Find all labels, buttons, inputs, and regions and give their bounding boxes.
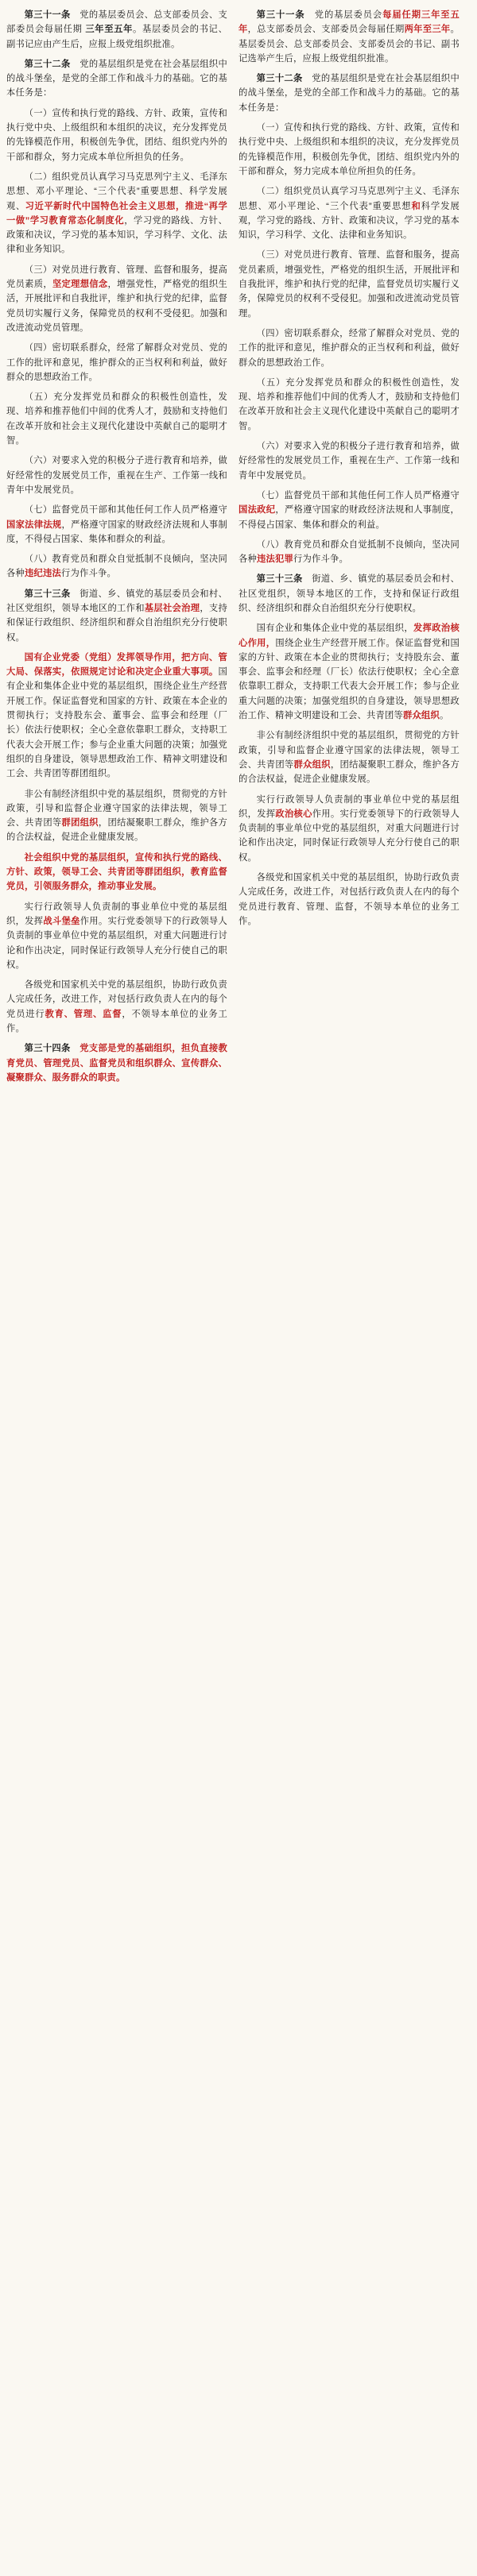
revision-text: 教育、管理、监督 (45, 1009, 122, 1019)
paragraph (238, 871, 460, 929)
body-text: 科学发展观，学习党的路线、方针、政策和决议，学习党的基本知识，学习科学、文化、法律和业务知识。 (238, 201, 460, 241)
article-heading: 第三十三条 (256, 574, 303, 585)
body-text: （三）对党员进行教育、管理、监督和服务，提高党员素质，增强党性，严格党的组织生活，开展批评和自我批评，维护和执行党的纪律，监督党员切实履行义务，保障党员的权利不受侵犯。加强和改进流动党员管理。 (238, 250, 460, 319)
body-text: 非公有制经济组织中党的基层组织，贯彻党的方针政策，引导和监督企业遵守国家的法律法规，领导工会、共青团等 (6, 789, 227, 828)
revision-text: 违纪违法 (25, 569, 61, 579)
body-text: （三）对党员进行教育、管理、监督和服务，提高党员素质， (6, 265, 227, 290)
paragraph (6, 978, 227, 1036)
paragraph (238, 326, 460, 370)
revision-text: 国家法律法规 (6, 519, 62, 530)
paragraph (6, 1041, 227, 1085)
body-text: 行为作斗争。 (61, 569, 116, 579)
body-text: （一）宣传和执行党的路线、方针、政策，宣传和执行党中央、上级组织和本组织的决议，充分发挥党员的先锋模范作用，积极创先争优，团结、组织党内外的干部和群众，努力完成本单位所担负的任务。 (238, 123, 460, 176)
body-text: （六）对要求入党的积极分子进行教育和培养，做好经常性的发展党员工作，重视在生产、工作第一线和青年中发展党员。 (6, 456, 227, 495)
body-text: 党的基层组织是党在社会基层组织中的战斗堡垒，是党的全部工作和战斗力的基础。它的基本任务是： (238, 74, 460, 113)
paragraph (6, 587, 227, 645)
paragraph (238, 71, 460, 115)
body-text: ，支持和保证行政组织、经济组织和群众自治组织充分行使职权。 (6, 603, 227, 643)
revision-text: 每届任期三年至五年 (238, 10, 460, 35)
body-text: ，不领导本单位的业务工作。 (6, 1009, 227, 1033)
right-column (238, 8, 460, 2560)
body-text: 实行行政领导人负责制的事业单位中党的基层组织，发挥 (238, 794, 460, 819)
paragraph (238, 439, 460, 483)
paragraph (238, 184, 460, 242)
body-text: （八）教育党员和群众自觉抵制不良倾向，坚决同各种 (238, 539, 460, 565)
revision-text: 违法犯罪 (257, 554, 293, 565)
paragraph (238, 8, 460, 66)
body-text: （六）对要求入党的积极分子进行教育和培养，做好经常性的发展党员工作，重视在生产、工作第一线和青年中发展党员。 (238, 442, 460, 481)
body-text: 。 (439, 711, 449, 721)
body-text: 作用。实行党委领导下的行政领导人负责制的事业单位中党的基层组织，对重大问题进行讨论和作出决定，同时保证行政领导人充分行使自己的职权。 (6, 916, 228, 970)
body-text: 非公有制经济组织中党的基层组织，贯彻党的方针政策，引导和监督企业遵守国家的法律法规，领导工会、共青团等 (238, 731, 460, 770)
body-text: 各级党和国家机关中党的基层组织，协助行政负责人完成任务，改进工作，对包括行政负责人在内的每个党员进行 (6, 980, 227, 1019)
body-text: 行为作斗争。 (293, 554, 348, 565)
revision-text: 坚定理想信念 (52, 280, 108, 290)
paragraph (6, 106, 227, 164)
paragraph (6, 503, 227, 546)
body-text: 街道、乡、镇党的基层委员会和村、社区党组织，领导本地区的工作和 (6, 589, 227, 613)
body-text: ，团结凝聚职工群众，维护各方的合法权益，促进企业健康发展。 (6, 818, 228, 843)
body-text: 。基层委员会的书记、副书记应由产生后，应报上级党组织批准。 (6, 25, 227, 49)
body-text: ，严格遵守国家的财政经济法规和人事制度，不得侵占国家、集体和群众的利益。 (6, 519, 228, 544)
revision-text: 政治核心 (275, 809, 312, 819)
revision-text: 国有企业党委（党组）发挥领导作用，把方向、管大局、保落实，依照规定讨论和决定企业重大事项。 (6, 652, 227, 678)
paragraph (238, 376, 460, 434)
paragraph (6, 8, 227, 52)
revision-text: 国法政纪 (238, 505, 276, 516)
body-text: 党的基层委员会、总支部委员会、支部委员会每届任期 (6, 10, 227, 35)
body-text: 围绕企业生产经营开展工作。保证监督党和国家的方针、政策在本企业的贯彻执行；支持股东会、董事会、监事会和经理（厂长）依法行使职权；全心全意依靠职工群众，支持职工代表大会开展工作；参与企业重大问题的决策；加强党组织的自身建设，领导思想政治工作、精神文明建设和工会、共青团等 (238, 638, 460, 721)
paragraph (6, 263, 227, 335)
body-text: （五）充分发挥党员和群众的积极性创造性，发现、培养和推荐他们中间的优秀人才，鼓励和支持他们在改革开放和社会主义现代化建设中英献自己的聪明才智。 (6, 392, 227, 446)
revision-text: 党支部是党的基础组织，担负直接教育党员、管理党员、监督党员和组织群众、宣传群众、凝聚群众、服务群众的职责。 (6, 1044, 227, 1083)
emphasis-text: 三年至五年 (85, 25, 134, 35)
body-text: （五）充分发挥党员和群众的积极性创造性，发现、培养和推荐他们中间的优秀人才，鼓励和支持他们在改革开放和社会主义现代化建设中英献自己的聪明才智。 (238, 377, 460, 431)
article-heading: 第三十四条 (24, 1044, 71, 1054)
article-heading: 第三十三条 (24, 589, 71, 599)
paragraph (6, 454, 227, 497)
left-column (6, 8, 227, 2560)
paragraph (6, 57, 227, 101)
paragraph (6, 552, 227, 581)
article-heading: 第三十二条 (256, 74, 303, 84)
paragraph (6, 390, 227, 448)
body-text: （一）宣传和执行党的路线、方针、政策，宣传和执行党中央、上级组织和本组织的决议，充分发挥党员的先锋模范作用，积极创先争优，团结、组织党内外的干部和群众，努力完成本单位所担负的任务。 (6, 108, 227, 162)
paragraph (6, 341, 227, 384)
revision-text: 战斗堡垒 (43, 916, 80, 926)
revision-text: 两年至三年 (404, 25, 451, 35)
body-text: 街道、乡、镇党的基层委员会和村、社区党组织，领导本地区的工作，支持和保证行政组织、经济组织和群众自治组织充分行使职权。 (238, 574, 460, 613)
paragraph (6, 651, 227, 782)
body-text: （七）监督党员干部和其他任何工作人员严格遵守 (256, 490, 460, 500)
revision-text: 习近平新时代中国特色社会主义思想，推进“再学一做”学习教育常态化制度化 (6, 201, 227, 226)
body-text: ，严格遵守国家的财政经济法规和人事制度，不得侵占国家、集体和群众的利益。 (238, 505, 460, 530)
revision-text: 和 (411, 201, 421, 211)
body-text: （二）组织党员认真学习马克思列宁主义、毛泽东思想、邓小平理论、“三个代表”重要思想 (238, 187, 460, 211)
paragraph (238, 728, 460, 786)
body-text: 国有企业和集体企业中党的基层组织，围绕企业生产经营开展工作。保证监督党和国家的方针、政策在本企业的贯彻执行；支持股东会、董事会、监事会和经理（厂长）依法行使职权；全心全意依靠职工群众，支持职工代表大会开展工作；参与企业重大问题的决策；加强党组织的自身建设，领导思想政治工作、精神文明建设和工会、共青团等群团组织。 (6, 667, 227, 779)
paragraph (6, 787, 227, 845)
body-text: ，增强党性，严格党的组织生活，开展批评和自我批评，维护和执行党的纪律，监督党员切实履行义务，保障党员的权利不受侵犯。加强和改进流动党员管理。 (6, 280, 227, 333)
paragraph (6, 900, 227, 972)
paragraph (238, 572, 460, 616)
paragraph (6, 170, 227, 257)
body-text: 党的基层委员会 (304, 10, 383, 20)
body-text: 实行行政领导人负责制的事业单位中党的基层组织，发挥 (6, 902, 227, 926)
revision-text: 群众组织 (293, 759, 331, 770)
body-text: ，总支部委员会、支部委员会每届任期 (247, 25, 405, 35)
article-heading: 第三十一条 (256, 10, 305, 20)
paragraph (238, 489, 460, 532)
body-text: （四）密切联系群众，经常了解群众对党员、党的工作的批评和意见，维护群众的正当权利和利益，做好群众的思想政治工作。 (6, 343, 227, 382)
revision-text: 发挥政治核心作用， (238, 624, 460, 648)
body-text: ，团结凝聚职工群众，维护各方的合法权益，促进企业健康发展。 (238, 759, 460, 785)
body-text: （七）监督党员干部和其他任何工作人员严格遵守 (24, 505, 227, 516)
body-text: （四）密切联系群众，经常了解群众对党员、党的工作的批评和意见，维护群众的正当权利和利益，做好群众的思想政治工作。 (238, 328, 460, 368)
paragraph (238, 621, 460, 723)
body-text: 国有企业和集体企业中党的基层组织， (256, 624, 414, 634)
body-text: ，学习党的路线、方针、政策和决议，学习党的基本知识，学习科学、文化、法律和业务知识。 (6, 215, 228, 255)
body-text: 各级党和国家机关中党的基层组织，协助行政负责人完成任务，改进工作，对包括行政负责人在内的每个党员进行教育、管理、监督，不领导本单位的业务工作。 (238, 873, 460, 926)
article-heading: 第三十一条 (24, 10, 71, 20)
paragraph (6, 851, 227, 894)
revision-text: 群众组织 (402, 711, 440, 721)
paragraph (238, 121, 460, 179)
body-text: （八）教育党员和群众自觉抵制不良倾向，坚决同各种 (6, 554, 227, 579)
paragraph (238, 538, 460, 567)
article-heading: 第三十二条 (24, 59, 71, 69)
body-text: 党的基层组织是党在社会基层组织中的战斗堡垒，是党的全部工作和战斗力的基础。它的基本任务是： (6, 59, 227, 98)
revision-text: 基层社会治理 (144, 603, 200, 613)
body-text: （二）组织党员认真学习马克思列宁主义、毛泽东思想、邓小平理论、“三个代表”重要思想、科学发展观、 (6, 172, 227, 211)
body-text: 。基层委员会、总支部委员会、支部委员会的书记、副书记选举产生后，应报上级党组织批准。 (238, 25, 460, 64)
paragraph (238, 793, 460, 865)
body-text: 作用。实行党委领导下的行政领导人负责制的事业单位中党的基层组织，对重大问题进行讨论和作出决定，同时保证行政领导人充分行使自己的职权。 (238, 809, 460, 863)
revision-text: 社会组织中党的基层组织，宣传和执行党的路线、方针、政策，领导工会、共青团等群团组织，教育监督党员，引领服务群众，推动事业发展。 (6, 852, 227, 892)
revision-text: 群团组织 (61, 818, 99, 828)
paragraph (238, 248, 460, 320)
